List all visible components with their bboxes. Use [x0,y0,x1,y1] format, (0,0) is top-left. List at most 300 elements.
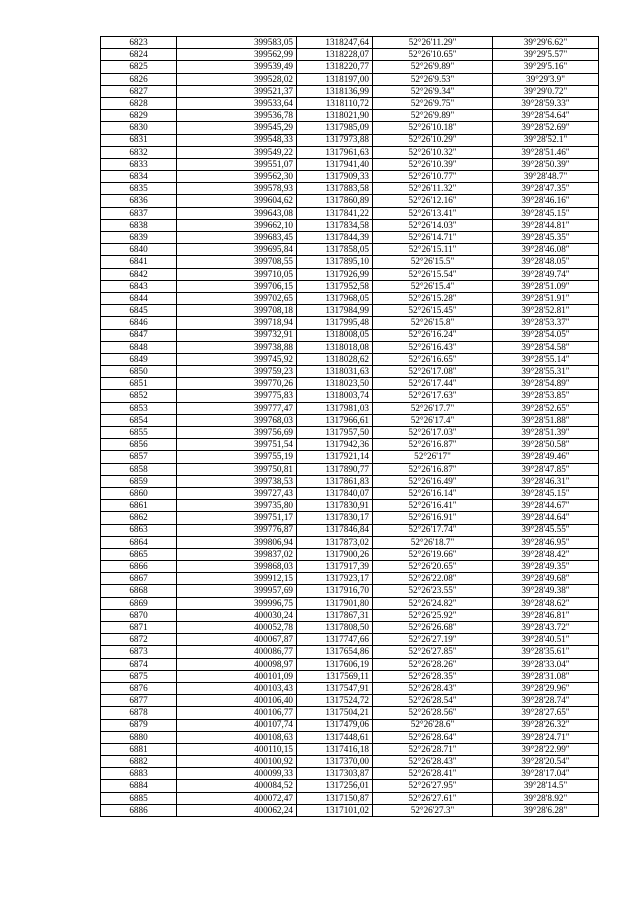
latitude-cell: 52°26'16.65" [373,353,493,365]
table-row [101,804,599,816]
point-number-cell: 6876 [101,682,177,694]
point-number-cell: 6824 [101,49,177,61]
point-number-cell: 6823 [101,37,177,49]
longitude-cell: 39°28'49.68" [493,573,599,585]
table-row [101,207,599,219]
x-coordinate-cell: 399759,23 [177,366,297,378]
y-coordinate-cell: 1317942,36 [297,439,373,451]
table-row [101,585,599,597]
table-row [101,719,599,731]
y-coordinate-cell: 1317504,21 [297,707,373,719]
point-number-cell: 6886 [101,804,177,816]
latitude-cell: 52°26'16.41" [373,500,493,512]
y-coordinate-cell: 1317747,66 [297,634,373,646]
table-row [101,658,599,670]
latitude-cell: 52°26'9.89" [373,61,493,73]
x-coordinate-cell: 400106,77 [177,707,297,719]
x-coordinate-cell: 400067,87 [177,634,297,646]
longitude-cell: 39°28'46.16" [493,195,599,207]
longitude-cell: 39°28'45.35" [493,232,599,244]
y-coordinate-cell: 1317834,58 [297,219,373,231]
y-coordinate-cell: 1317926,99 [297,268,373,280]
x-coordinate-cell: 399777,47 [177,402,297,414]
x-coordinate-cell: 400062,24 [177,804,297,816]
table-row [101,609,599,621]
x-coordinate-cell: 400084,52 [177,780,297,792]
table-row [101,439,599,451]
y-coordinate-cell: 1318023,50 [297,378,373,390]
table-row [101,61,599,73]
latitude-cell: 52°26'15.5" [373,256,493,268]
latitude-cell: 52°26'15.4" [373,280,493,292]
point-number-cell: 6848 [101,341,177,353]
table-row [101,743,599,755]
y-coordinate-cell: 1317101,02 [297,804,373,816]
y-coordinate-cell: 1318008,05 [297,329,373,341]
latitude-cell: 52°26'16.87" [373,463,493,475]
point-number-cell: 6845 [101,305,177,317]
point-number-cell: 6833 [101,158,177,170]
latitude-cell: 52°26'9.34" [373,85,493,97]
x-coordinate-cell: 399583,05 [177,37,297,49]
longitude-cell: 39°29'5.16" [493,61,599,73]
point-number-cell: 6854 [101,414,177,426]
point-number-cell: 6846 [101,317,177,329]
y-coordinate-cell: 1318197,00 [297,73,373,85]
latitude-cell: 52°26'16.24" [373,329,493,341]
point-number-cell: 6875 [101,670,177,682]
y-coordinate-cell: 1317985,09 [297,122,373,134]
coordinates-table-body [101,37,599,817]
point-number-cell: 6838 [101,219,177,231]
x-coordinate-cell: 399738,53 [177,475,297,487]
table-row [101,524,599,536]
latitude-cell: 52°26'28.54" [373,695,493,707]
point-number-cell: 6871 [101,622,177,634]
longitude-cell: 39°28'8.92" [493,792,599,804]
y-coordinate-cell: 1318228,07 [297,49,373,61]
longitude-cell: 39°28'51.09" [493,280,599,292]
table-row [101,341,599,353]
table-row [101,536,599,548]
x-coordinate-cell: 399756,69 [177,427,297,439]
table-row [101,707,599,719]
table-row [101,292,599,304]
table-row [101,792,599,804]
x-coordinate-cell: 399912,15 [177,573,297,585]
table-row [101,366,599,378]
latitude-cell: 52°26'17.08" [373,366,493,378]
longitude-cell: 39°28'51.46" [493,146,599,158]
point-number-cell: 6882 [101,756,177,768]
table-row [101,682,599,694]
latitude-cell: 52°26'28.43" [373,682,493,694]
latitude-cell: 52°26'11.32" [373,183,493,195]
longitude-cell: 39°28'17.04" [493,768,599,780]
table-row [101,146,599,158]
table-row [101,402,599,414]
y-coordinate-cell: 1318247,64 [297,37,373,49]
point-number-cell: 6881 [101,743,177,755]
y-coordinate-cell: 1318136,99 [297,85,373,97]
point-number-cell: 6872 [101,634,177,646]
longitude-cell: 39°28'54.58" [493,341,599,353]
table-row [101,158,599,170]
latitude-cell: 52°26'16.43" [373,341,493,353]
longitude-cell: 39°28'45.15" [493,207,599,219]
latitude-cell: 52°26'17.4" [373,414,493,426]
longitude-cell: 39°28'59.33" [493,97,599,109]
table-row [101,463,599,475]
longitude-cell: 39°28'48.05" [493,256,599,268]
x-coordinate-cell: 399775,83 [177,390,297,402]
longitude-cell: 39°29'3.9" [493,73,599,85]
point-number-cell: 6825 [101,61,177,73]
y-coordinate-cell: 1317966,61 [297,414,373,426]
point-number-cell: 6841 [101,256,177,268]
x-coordinate-cell: 399755,19 [177,451,297,463]
point-number-cell: 6839 [101,232,177,244]
point-number-cell: 6879 [101,719,177,731]
latitude-cell: 52°26'28.71" [373,743,493,755]
longitude-cell: 39°28'44.81" [493,219,599,231]
longitude-cell: 39°28'35.61" [493,646,599,658]
x-coordinate-cell: 399708,18 [177,305,297,317]
latitude-cell: 52°26'15.8" [373,317,493,329]
table-row [101,561,599,573]
longitude-cell: 39°28'51.88" [493,414,599,426]
x-coordinate-cell: 400108,63 [177,731,297,743]
point-number-cell: 6844 [101,292,177,304]
x-coordinate-cell: 399706,15 [177,280,297,292]
point-number-cell: 6883 [101,768,177,780]
table-row [101,183,599,195]
longitude-cell: 39°28'53.37" [493,317,599,329]
table-row [101,695,599,707]
x-coordinate-cell: 399776,87 [177,524,297,536]
longitude-cell: 39°28'48.7" [493,171,599,183]
longitude-cell: 39°28'49.46" [493,451,599,463]
x-coordinate-cell: 399751,54 [177,439,297,451]
longitude-cell: 39°28'27.65" [493,707,599,719]
longitude-cell: 39°28'22.99" [493,743,599,755]
y-coordinate-cell: 1317841,22 [297,207,373,219]
longitude-cell: 39°28'46.95" [493,536,599,548]
longitude-cell: 39°28'55.31" [493,366,599,378]
latitude-cell: 52°26'28.56" [373,707,493,719]
longitude-cell: 39°28'6.28" [493,804,599,816]
table-row [101,622,599,634]
point-number-cell: 6874 [101,658,177,670]
longitude-cell: 39°28'53.85" [493,390,599,402]
point-number-cell: 6859 [101,475,177,487]
longitude-cell: 39°28'44.67" [493,500,599,512]
longitude-cell: 39°28'45.55" [493,524,599,536]
latitude-cell: 52°26'11.29" [373,37,493,49]
table-row [101,756,599,768]
x-coordinate-cell: 399549,22 [177,146,297,158]
latitude-cell: 52°26'10.39" [373,158,493,170]
longitude-cell: 39°28'46.31" [493,475,599,487]
latitude-cell: 52°26'27.95" [373,780,493,792]
y-coordinate-cell: 1317547,91 [297,682,373,694]
x-coordinate-cell: 399957,69 [177,585,297,597]
longitude-cell: 39°28'43.72" [493,622,599,634]
latitude-cell: 52°26'28.41" [373,768,493,780]
latitude-cell: 52°26'26.68" [373,622,493,634]
y-coordinate-cell: 1317606,19 [297,658,373,670]
point-number-cell: 6861 [101,500,177,512]
point-number-cell: 6873 [101,646,177,658]
y-coordinate-cell: 1317808,50 [297,622,373,634]
y-coordinate-cell: 1317995,48 [297,317,373,329]
point-number-cell: 6842 [101,268,177,280]
y-coordinate-cell: 1317830,91 [297,500,373,512]
latitude-cell: 52°26'28.26" [373,658,493,670]
longitude-cell: 39°28'47.35" [493,183,599,195]
longitude-cell: 39°28'29.96" [493,682,599,694]
x-coordinate-cell: 399562,99 [177,49,297,61]
latitude-cell: 52°26'24.82" [373,597,493,609]
longitude-cell: 39°28'44.64" [493,512,599,524]
point-number-cell: 6885 [101,792,177,804]
longitude-cell: 39°29'6.62" [493,37,599,49]
longitude-cell: 39°28'26.32" [493,719,599,731]
table-row [101,487,599,499]
table-row [101,232,599,244]
point-number-cell: 6866 [101,561,177,573]
y-coordinate-cell: 1317968,05 [297,292,373,304]
longitude-cell: 39°28'45.15" [493,487,599,499]
x-coordinate-cell: 399996,75 [177,597,297,609]
y-coordinate-cell: 1317150,87 [297,792,373,804]
y-coordinate-cell: 1318028,62 [297,353,373,365]
point-number-cell: 6857 [101,451,177,463]
point-number-cell: 6837 [101,207,177,219]
table-row [101,597,599,609]
point-number-cell: 6843 [101,280,177,292]
latitude-cell: 52°26'19.66" [373,548,493,560]
latitude-cell: 52°26'9.75" [373,97,493,109]
y-coordinate-cell: 1317858,05 [297,244,373,256]
point-number-cell: 6826 [101,73,177,85]
table-row [101,548,599,560]
latitude-cell: 52°26'9.53" [373,73,493,85]
latitude-cell: 52°26'10.65" [373,49,493,61]
x-coordinate-cell: 399768,03 [177,414,297,426]
longitude-cell: 39°29'0.72" [493,85,599,97]
y-coordinate-cell: 1317921,14 [297,451,373,463]
x-coordinate-cell: 400052,78 [177,622,297,634]
y-coordinate-cell: 1318021,90 [297,110,373,122]
longitude-cell: 39°28'49.74" [493,268,599,280]
longitude-cell: 39°28'28.74" [493,695,599,707]
x-coordinate-cell: 399545,29 [177,122,297,134]
y-coordinate-cell: 1317923,17 [297,573,373,585]
longitude-cell: 39°28'49.35" [493,561,599,573]
point-number-cell: 6880 [101,731,177,743]
x-coordinate-cell: 399604,62 [177,195,297,207]
table-row [101,329,599,341]
latitude-cell: 52°26'15.28" [373,292,493,304]
x-coordinate-cell: 400110,15 [177,743,297,755]
x-coordinate-cell: 400098,97 [177,658,297,670]
latitude-cell: 52°26'27.19" [373,634,493,646]
table-row [101,110,599,122]
y-coordinate-cell: 1317479,06 [297,719,373,731]
table-row [101,97,599,109]
longitude-cell: 39°28'52.1" [493,134,599,146]
table-row [101,512,599,524]
point-number-cell: 6851 [101,378,177,390]
latitude-cell: 52°26'15.11" [373,244,493,256]
longitude-cell: 39°28'51.91" [493,292,599,304]
latitude-cell: 52°26'12.16" [373,195,493,207]
y-coordinate-cell: 1317370,00 [297,756,373,768]
point-number-cell: 6827 [101,85,177,97]
point-number-cell: 6853 [101,402,177,414]
table-row [101,195,599,207]
table-row [101,353,599,365]
longitude-cell: 39°28'49.38" [493,585,599,597]
latitude-cell: 52°26'15.45" [373,305,493,317]
x-coordinate-cell: 399528,02 [177,73,297,85]
y-coordinate-cell: 1317883,58 [297,183,373,195]
table-row [101,768,599,780]
x-coordinate-cell: 400099,33 [177,768,297,780]
longitude-cell: 39°28'54.64" [493,110,599,122]
point-number-cell: 6849 [101,353,177,365]
table-row [101,414,599,426]
y-coordinate-cell: 1317861,83 [297,475,373,487]
table-row [101,37,599,49]
point-number-cell: 6878 [101,707,177,719]
point-number-cell: 6829 [101,110,177,122]
longitude-cell: 39°29'5.57" [493,49,599,61]
point-number-cell: 6830 [101,122,177,134]
y-coordinate-cell: 1317846,84 [297,524,373,536]
latitude-cell: 52°26'14.71" [373,232,493,244]
latitude-cell: 52°26'16.14" [373,487,493,499]
y-coordinate-cell: 1317867,31 [297,609,373,621]
x-coordinate-cell: 399750,81 [177,463,297,475]
point-number-cell: 6852 [101,390,177,402]
y-coordinate-cell: 1317901,80 [297,597,373,609]
table-row [101,73,599,85]
x-coordinate-cell: 399732,91 [177,329,297,341]
point-number-cell: 6850 [101,366,177,378]
latitude-cell: 52°26'28.35" [373,670,493,682]
table-row [101,317,599,329]
longitude-cell: 39°28'55.14" [493,353,599,365]
y-coordinate-cell: 1317895,10 [297,256,373,268]
y-coordinate-cell: 1317448,61 [297,731,373,743]
longitude-cell: 39°28'46.81" [493,609,599,621]
y-coordinate-cell: 1317981,03 [297,402,373,414]
longitude-cell: 39°28'40.51" [493,634,599,646]
y-coordinate-cell: 1317984,99 [297,305,373,317]
point-number-cell: 6867 [101,573,177,585]
y-coordinate-cell: 1317917,39 [297,561,373,573]
y-coordinate-cell: 1318018,08 [297,341,373,353]
x-coordinate-cell: 400086,77 [177,646,297,658]
longitude-cell: 39°28'31.08" [493,670,599,682]
latitude-cell: 52°26'22.08" [373,573,493,585]
table-row [101,171,599,183]
y-coordinate-cell: 1317830,17 [297,512,373,524]
latitude-cell: 52°26'16.49" [373,475,493,487]
point-number-cell: 6856 [101,439,177,451]
latitude-cell: 52°26'16.91" [373,512,493,524]
latitude-cell: 52°26'10.29" [373,134,493,146]
y-coordinate-cell: 1317654,86 [297,646,373,658]
latitude-cell: 52°26'17" [373,451,493,463]
point-number-cell: 6877 [101,695,177,707]
y-coordinate-cell: 1317873,02 [297,536,373,548]
latitude-cell: 52°26'17.03" [373,427,493,439]
latitude-cell: 52°26'28.6" [373,719,493,731]
x-coordinate-cell: 399578,93 [177,183,297,195]
x-coordinate-cell: 399536,78 [177,110,297,122]
table-row [101,731,599,743]
point-number-cell: 6865 [101,548,177,560]
table-row [101,268,599,280]
longitude-cell: 39°28'33.04" [493,658,599,670]
table-row [101,85,599,97]
x-coordinate-cell: 399708,55 [177,256,297,268]
x-coordinate-cell: 399710,05 [177,268,297,280]
x-coordinate-cell: 399770,26 [177,378,297,390]
point-number-cell: 6863 [101,524,177,536]
x-coordinate-cell: 399562,30 [177,171,297,183]
y-coordinate-cell: 1318031,63 [297,366,373,378]
table-row [101,634,599,646]
latitude-cell: 52°26'18.7" [373,536,493,548]
y-coordinate-cell: 1317909,33 [297,171,373,183]
table-row [101,280,599,292]
latitude-cell: 52°26'27.61" [373,792,493,804]
point-number-cell: 6831 [101,134,177,146]
longitude-cell: 39°28'51.39" [493,427,599,439]
y-coordinate-cell: 1317973,88 [297,134,373,146]
longitude-cell: 39°28'48.42" [493,548,599,560]
x-coordinate-cell: 399551,07 [177,158,297,170]
longitude-cell: 39°28'24.71" [493,731,599,743]
table-row [101,390,599,402]
longitude-cell: 39°28'54.05" [493,329,599,341]
x-coordinate-cell: 399718,94 [177,317,297,329]
latitude-cell: 52°26'17.63" [373,390,493,402]
point-number-cell: 6834 [101,171,177,183]
longitude-cell: 39°28'52.69" [493,122,599,134]
point-number-cell: 6835 [101,183,177,195]
x-coordinate-cell: 400107,74 [177,719,297,731]
table-row [101,573,599,585]
x-coordinate-cell: 399837,02 [177,548,297,560]
x-coordinate-cell: 399727,43 [177,487,297,499]
latitude-cell: 52°26'10.18" [373,122,493,134]
table-row [101,256,599,268]
x-coordinate-cell: 399683,45 [177,232,297,244]
longitude-cell: 39°28'14.5" [493,780,599,792]
x-coordinate-cell: 399643,08 [177,207,297,219]
table-row [101,780,599,792]
y-coordinate-cell: 1317256,01 [297,780,373,792]
latitude-cell: 52°26'23.55" [373,585,493,597]
longitude-cell: 39°28'50.39" [493,158,599,170]
y-coordinate-cell: 1318220,77 [297,61,373,73]
table-row [101,500,599,512]
